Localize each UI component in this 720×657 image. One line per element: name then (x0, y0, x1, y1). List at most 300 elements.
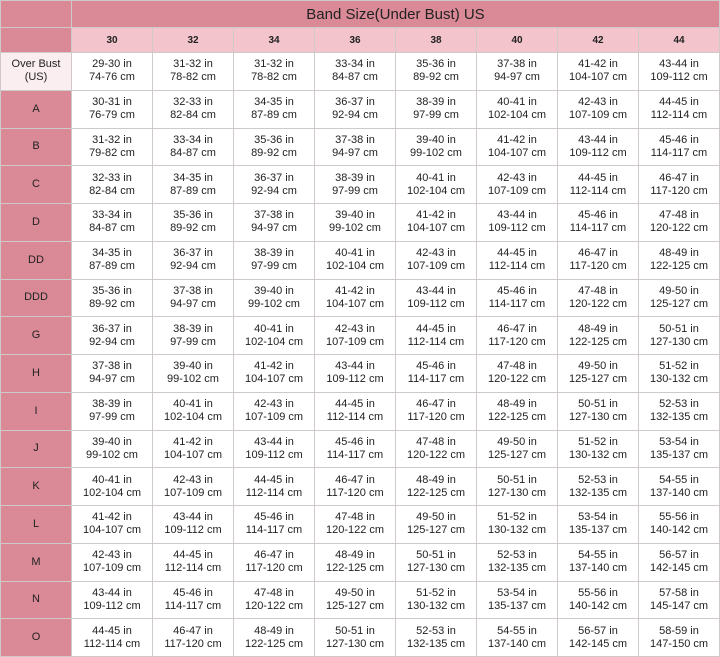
cm-range: 120-122 cm (244, 599, 304, 612)
inch-range: 29-30 in (92, 58, 132, 71)
size-cell (234, 619, 314, 656)
cm-range: 92-94 cm (332, 109, 378, 122)
cm-range: 89-92 cm (251, 146, 297, 159)
size-cell (558, 393, 638, 430)
inch-range: 45-46 in (173, 586, 213, 599)
inch-range: 48-49 in (659, 247, 699, 260)
inch-range: 49-50 in (578, 360, 618, 373)
inch-range: 46-47 in (578, 247, 618, 260)
table-row (1, 242, 719, 279)
size-cell (477, 280, 557, 317)
size-cell (234, 166, 314, 203)
cm-range: 145-147 cm (649, 599, 709, 612)
size-cell (315, 53, 395, 90)
cm-range: 114-117 cm (407, 373, 465, 386)
inch-range: 48-49 in (416, 473, 456, 486)
cm-range: 109-112 cm (326, 373, 384, 386)
inch-range: 39-40 in (416, 133, 456, 146)
inch-range: 43-44 in (254, 435, 294, 448)
cm-range: 125-127 cm (487, 448, 547, 461)
cm-range: 112-114 cm (326, 411, 384, 424)
inch-range: 39-40 in (335, 209, 375, 222)
size-cell (639, 91, 719, 128)
size-cell (558, 506, 638, 543)
inch-range: 44-45 in (497, 247, 537, 260)
size-cell (396, 91, 476, 128)
size-cell (639, 53, 719, 90)
size-cell (639, 544, 719, 581)
inch-range: 46-47 in (497, 322, 537, 335)
cm-range: 112-114 cm (407, 335, 465, 348)
cm-range: 137-140 cm (568, 562, 628, 575)
title-row (1, 1, 719, 27)
cup-size-label: H (1, 355, 71, 392)
cm-range: 135-137 cm (568, 524, 628, 537)
inch-range: 43-44 in (416, 284, 456, 297)
size-cell (72, 506, 152, 543)
inch-range: 45-46 in (335, 435, 375, 448)
cm-range: 102-104 cm (244, 335, 304, 348)
cup-size-label: D (1, 204, 71, 241)
cm-range: 117-120 cm (569, 260, 627, 273)
size-cell (477, 204, 557, 241)
cm-range: 107-109 cm (163, 486, 223, 499)
size-cell (72, 619, 152, 656)
cm-range: 132-135 cm (568, 486, 628, 499)
inch-range: 41-42 in (254, 360, 294, 373)
inch-range: 42-43 in (578, 96, 618, 109)
cm-range: 127-130 cm (406, 562, 466, 575)
table-row (1, 91, 719, 128)
inch-range: 42-43 in (335, 322, 375, 335)
inch-range: 43-44 in (659, 58, 699, 71)
inch-range: 34-35 in (92, 247, 132, 260)
cm-range: 112-114 cm (650, 109, 708, 122)
cm-range: 137-140 cm (487, 637, 547, 650)
inch-range: 50-51 in (335, 624, 375, 637)
inch-range: 37-38 in (173, 284, 213, 297)
cup-size-label: K (1, 468, 71, 505)
size-cell (477, 582, 557, 619)
size-cell (72, 317, 152, 354)
size-cell (72, 544, 152, 581)
inch-range: 41-42 in (578, 58, 618, 71)
inch-range: 37-38 in (335, 133, 375, 146)
band-size-header: 42 (558, 28, 638, 52)
inch-range: 32-33 in (92, 171, 132, 184)
size-cell (234, 355, 314, 392)
inch-range: 53-54 in (497, 586, 537, 599)
size-cell (477, 129, 557, 166)
size-cell (72, 166, 152, 203)
cm-range: 122-125 cm (649, 260, 709, 273)
size-cell (639, 393, 719, 430)
table-row (1, 355, 719, 392)
inch-range: 45-46 in (659, 133, 699, 146)
cm-range: 74-76 cm (89, 71, 135, 84)
cm-range: 84-87 cm (89, 222, 135, 235)
cm-range: 112-114 cm (488, 260, 546, 273)
cm-range: 120-122 cm (406, 448, 466, 461)
inch-range: 38-39 in (254, 247, 294, 260)
size-cell (153, 506, 233, 543)
size-cell (234, 129, 314, 166)
cm-range: 114-117 cm (326, 448, 384, 461)
cm-range: 107-109 cm (244, 411, 304, 424)
inch-range: 34-35 in (254, 96, 294, 109)
size-cell (153, 544, 233, 581)
cm-range: 82-84 cm (89, 184, 135, 197)
cm-range: 122-125 cm (406, 486, 466, 499)
inch-range: 52-53 in (659, 398, 699, 411)
inch-range: 38-39 in (335, 171, 375, 184)
inch-range: 49-50 in (335, 586, 375, 599)
cm-range: 104-107 cm (406, 222, 466, 235)
inch-range: 50-51 in (416, 549, 456, 562)
size-cell (396, 619, 476, 656)
inch-range: 47-48 in (335, 511, 375, 524)
inch-range: 56-57 in (659, 549, 699, 562)
cm-range: 112-114 cm (569, 184, 627, 197)
table-row (1, 544, 719, 581)
size-cell (234, 431, 314, 468)
inch-range: 55-56 in (659, 511, 699, 524)
cm-range: 140-142 cm (568, 599, 628, 612)
cm-range: 97-99 cm (332, 184, 378, 197)
size-cell (153, 393, 233, 430)
size-cell (72, 355, 152, 392)
inch-range: 42-43 in (416, 247, 456, 260)
cm-range: 99-102 cm (329, 222, 381, 235)
size-cell (558, 619, 638, 656)
cm-range: 140-142 cm (649, 524, 709, 537)
size-cell (477, 53, 557, 90)
size-cell (639, 317, 719, 354)
cm-range: 76-79 cm (89, 109, 135, 122)
cm-range: 120-122 cm (649, 222, 709, 235)
cm-range: 78-82 cm (170, 71, 216, 84)
size-cell (396, 53, 476, 90)
cm-range: 89-92 cm (89, 297, 135, 310)
size-cell (558, 53, 638, 90)
size-cell (315, 91, 395, 128)
inch-range: 47-48 in (416, 435, 456, 448)
size-cell (396, 393, 476, 430)
inch-range: 49-50 in (659, 284, 699, 297)
size-cell (153, 242, 233, 279)
size-cell (558, 242, 638, 279)
inch-range: 37-38 in (254, 209, 294, 222)
cm-range: 87-89 cm (170, 184, 216, 197)
inch-range: 44-45 in (578, 171, 618, 184)
inch-range: 51-52 in (578, 435, 618, 448)
cm-range: 94-97 cm (251, 222, 297, 235)
size-cell (72, 431, 152, 468)
cup-size-label: N (1, 582, 71, 619)
inch-range: 42-43 in (173, 473, 213, 486)
size-cell (72, 242, 152, 279)
size-cell (639, 506, 719, 543)
size-cell (477, 355, 557, 392)
inch-range: 33-34 in (173, 133, 213, 146)
cm-range: 125-127 cm (325, 599, 385, 612)
cm-range: 125-127 cm (568, 373, 628, 386)
cm-range: 125-127 cm (406, 524, 466, 537)
band-size-header: 34 (234, 28, 314, 52)
cm-range: 109-112 cm (164, 524, 222, 537)
table-row (1, 166, 719, 203)
size-cell (558, 431, 638, 468)
cm-range: 122-125 cm (244, 637, 304, 650)
table-row (1, 129, 719, 166)
cm-range: 135-137 cm (487, 599, 547, 612)
cm-range: 94-97 cm (332, 146, 378, 159)
inch-range: 49-50 in (497, 435, 537, 448)
size-cell (72, 582, 152, 619)
cm-range: 82-84 cm (170, 109, 216, 122)
inch-range: 47-48 in (254, 586, 294, 599)
cm-range: 99-102 cm (248, 297, 300, 310)
inch-range: 50-51 in (659, 322, 699, 335)
cm-range: 120-122 cm (325, 524, 385, 537)
inch-range: 48-49 in (497, 398, 537, 411)
inch-range: 38-39 in (416, 96, 456, 109)
band-size-header: 36 (315, 28, 395, 52)
inch-range: 45-46 in (497, 284, 537, 297)
table-row (1, 468, 719, 505)
size-cell (315, 468, 395, 505)
cm-range: 114-117 cm (650, 146, 708, 159)
cm-range: 130-132 cm (487, 524, 547, 537)
size-cell (72, 393, 152, 430)
inch-range: 42-43 in (254, 398, 294, 411)
band-size-header: 30 (72, 28, 152, 52)
size-cell (558, 280, 638, 317)
cm-range: 94-97 cm (170, 297, 216, 310)
inch-range: 40-41 in (254, 322, 294, 335)
inch-range: 40-41 in (335, 247, 375, 260)
size-cell (639, 468, 719, 505)
size-cell (153, 91, 233, 128)
cm-range: 109-112 cm (569, 146, 627, 159)
cm-range: 112-114 cm (245, 486, 303, 499)
inch-range: 40-41 in (497, 96, 537, 109)
cm-range: 97-99 cm (89, 411, 135, 424)
inch-range: 46-47 in (173, 624, 213, 637)
size-cell (558, 468, 638, 505)
inch-range: 54-55 in (659, 473, 699, 486)
size-cell (234, 91, 314, 128)
size-cell (639, 355, 719, 392)
size-cell (315, 506, 395, 543)
inch-range: 47-48 in (497, 360, 537, 373)
cm-range: 114-117 cm (569, 222, 627, 235)
cm-range: 117-120 cm (245, 562, 303, 575)
band-size-header: 44 (639, 28, 719, 52)
inch-range: 33-34 in (92, 209, 132, 222)
inch-range: 39-40 in (92, 435, 132, 448)
size-cell (396, 431, 476, 468)
size-cell (639, 166, 719, 203)
size-cell (639, 619, 719, 656)
inch-range: 40-41 in (416, 171, 456, 184)
band-size-header: 38 (396, 28, 476, 52)
size-cell (477, 166, 557, 203)
inch-range: 36-37 in (335, 96, 375, 109)
cm-range: 102-104 cm (82, 486, 142, 499)
cm-range: 125-127 cm (649, 297, 709, 310)
inch-range: 37-38 in (92, 360, 132, 373)
table-row (1, 582, 719, 619)
size-cell (477, 619, 557, 656)
cm-range: 117-120 cm (164, 637, 222, 650)
inch-range: 41-42 in (335, 284, 375, 297)
inch-range: 41-42 in (173, 435, 213, 448)
cm-range: 114-117 cm (245, 524, 303, 537)
inch-range: 36-37 in (254, 171, 294, 184)
cm-range: 99-102 cm (410, 146, 462, 159)
cm-range: 127-130 cm (325, 637, 385, 650)
cm-range: 84-87 cm (332, 71, 378, 84)
cm-range: 89-92 cm (413, 71, 459, 84)
size-cell (558, 317, 638, 354)
cm-range: 107-109 cm (568, 109, 628, 122)
inch-range: 44-45 in (173, 549, 213, 562)
cup-size-label: B (1, 129, 71, 166)
size-cell (315, 431, 395, 468)
cm-range: 79-82 cm (89, 146, 135, 159)
inch-range: 38-39 in (92, 398, 132, 411)
size-cell (72, 129, 152, 166)
size-cell (639, 129, 719, 166)
inch-range: 46-47 in (416, 398, 456, 411)
table-row (1, 393, 719, 430)
size-cell (153, 431, 233, 468)
inch-range: 41-42 in (416, 209, 456, 222)
cm-range: 104-107 cm (325, 297, 385, 310)
cm-range: 122-125 cm (568, 335, 628, 348)
table-row (1, 431, 719, 468)
inch-range: 52-53 in (416, 624, 456, 637)
cm-range: 92-94 cm (251, 184, 297, 197)
cm-range: 104-107 cm (82, 524, 142, 537)
size-cell (477, 393, 557, 430)
inch-range: 47-48 in (578, 284, 618, 297)
size-cell (153, 129, 233, 166)
inch-range: 31-32 in (254, 58, 294, 71)
size-cell (234, 280, 314, 317)
size-cell (315, 204, 395, 241)
inch-range: 43-44 in (497, 209, 537, 222)
size-cell (153, 619, 233, 656)
title-spacer (1, 1, 71, 27)
size-cell (315, 129, 395, 166)
inch-range: 48-49 in (335, 549, 375, 562)
band-size-header: 32 (153, 28, 233, 52)
cm-range: 104-107 cm (568, 71, 628, 84)
inch-range: 37-38 in (497, 58, 537, 71)
inch-range: 32-33 in (173, 96, 213, 109)
inch-range: 54-55 in (497, 624, 537, 637)
size-cell (558, 355, 638, 392)
inch-range: 48-49 in (578, 322, 618, 335)
cm-range: 132-135 cm (649, 411, 709, 424)
cm-range: 99-102 cm (86, 448, 138, 461)
cm-range: 130-132 cm (406, 599, 466, 612)
inch-range: 53-54 in (578, 511, 618, 524)
cm-range: 147-150 cm (649, 637, 709, 650)
inch-range: 48-49 in (254, 624, 294, 637)
band-size-header-row (1, 28, 719, 52)
cm-range: 107-109 cm (406, 260, 466, 273)
cm-range: 102-104 cm (163, 411, 223, 424)
cm-range: 117-120 cm (326, 486, 384, 499)
size-cell (396, 317, 476, 354)
size-cell (315, 619, 395, 656)
table-row (1, 317, 719, 354)
inch-range: 42-43 in (92, 549, 132, 562)
size-cell (396, 355, 476, 392)
inch-range: 33-34 in (335, 58, 375, 71)
cm-range: 107-109 cm (82, 562, 142, 575)
inch-range: 42-43 in (497, 171, 537, 184)
size-cell (153, 53, 233, 90)
inch-range: 40-41 in (173, 398, 213, 411)
cm-range: 87-89 cm (89, 260, 135, 273)
inch-range: 43-44 in (173, 511, 213, 524)
inch-range: 35-36 in (416, 58, 456, 71)
inch-range: 53-54 in (659, 435, 699, 448)
cup-size-label: G (1, 317, 71, 354)
size-cell (639, 280, 719, 317)
inch-range: 44-45 in (254, 473, 294, 486)
size-cell (396, 166, 476, 203)
inch-range: 51-52 in (497, 511, 537, 524)
cm-range: 94-97 cm (494, 71, 540, 84)
cm-range: 120-122 cm (487, 373, 547, 386)
inch-range: 57-58 in (659, 586, 699, 599)
size-cell (477, 91, 557, 128)
inch-range: 44-45 in (92, 624, 132, 637)
size-cell (315, 317, 395, 354)
cm-range: 114-117 cm (164, 599, 222, 612)
cm-range: 109-112 cm (83, 599, 141, 612)
inch-range: 52-53 in (578, 473, 618, 486)
cm-range: 142-145 cm (568, 637, 628, 650)
inch-range: 43-44 in (578, 133, 618, 146)
size-cell (153, 355, 233, 392)
size-cell (153, 317, 233, 354)
inch-range: 36-37 in (173, 247, 213, 260)
cm-range: 97-99 cm (170, 335, 216, 348)
cm-range: 117-120 cm (650, 184, 708, 197)
size-cell (477, 468, 557, 505)
cm-range: 104-107 cm (163, 448, 223, 461)
size-cell (558, 544, 638, 581)
size-cell (315, 355, 395, 392)
cm-range: 130-132 cm (568, 448, 628, 461)
cm-range: 112-114 cm (83, 637, 141, 650)
chart-title: Band Size(Under Bust) US (72, 1, 719, 27)
cup-size-label: O (1, 619, 71, 656)
inch-range: 31-32 in (92, 133, 132, 146)
inch-range: 55-56 in (578, 586, 618, 599)
cup-size-label: A (1, 91, 71, 128)
inch-range: 50-51 in (497, 473, 537, 486)
size-cell (234, 468, 314, 505)
size-cell (477, 242, 557, 279)
inch-range: 45-46 in (578, 209, 618, 222)
